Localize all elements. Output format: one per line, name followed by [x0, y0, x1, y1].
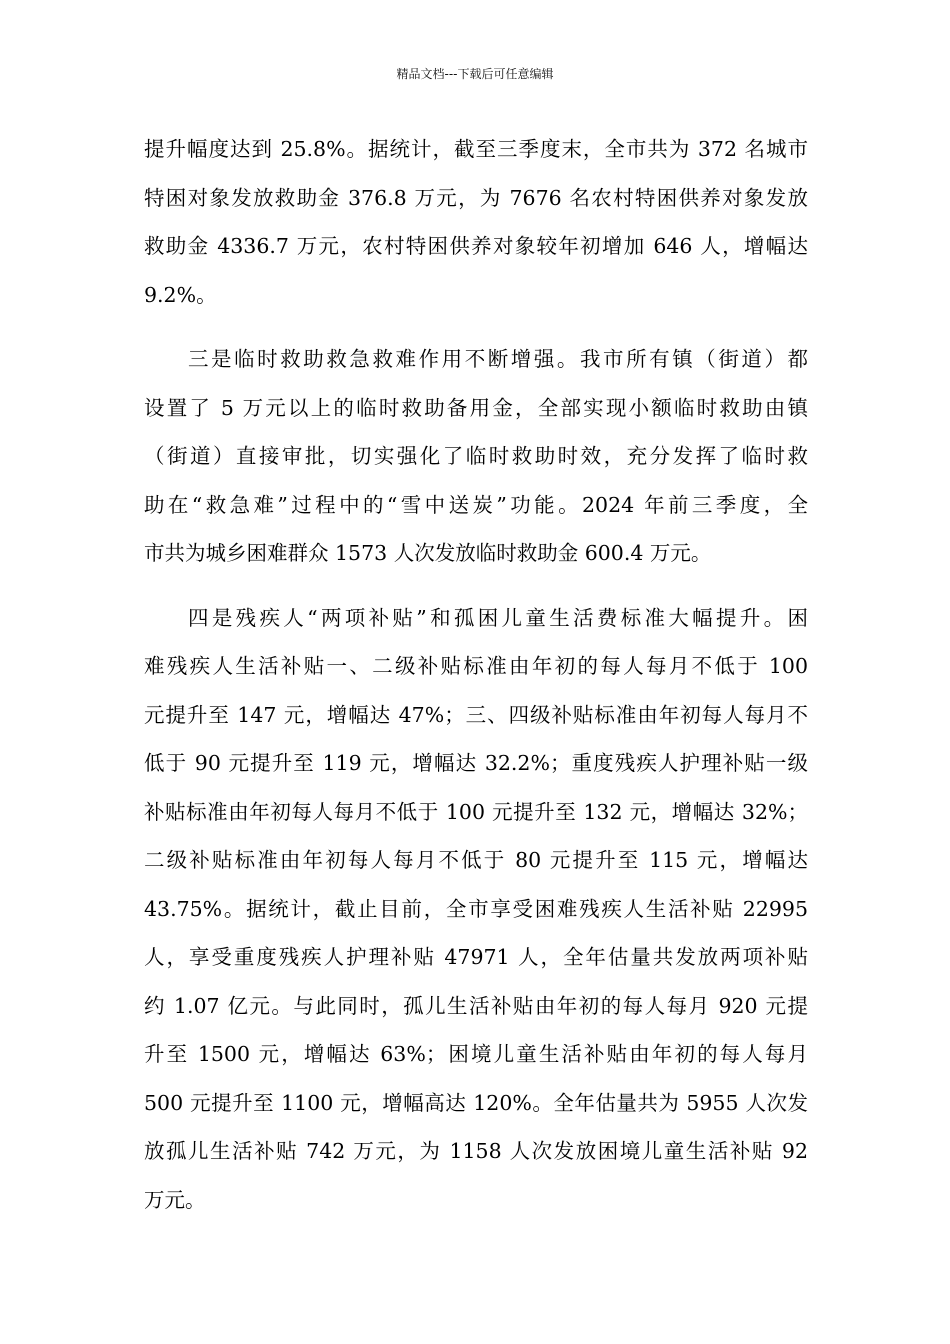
page-header: 精品文档---下载后可任意编辑: [396, 67, 554, 81]
text-line: 43.75%。据统计，截止目前，全市享受困难残疾人生活补贴 22995: [144, 896, 808, 921]
document-body: [144, 125, 808, 1224]
text-line: 救助金 4336.7 万元，农村特困供养对象较年初增加 646 人，增幅达: [144, 234, 808, 258]
text-line: 万元。: [144, 1187, 206, 1212]
text-line: 四是残疾人“两项补贴”和孤困儿童生活费标准大幅提升。困: [188, 605, 808, 630]
text-line: 人，享受重度残疾人护理补贴 47971 人，全年估量共发放两项补贴: [144, 945, 808, 969]
text-line: 设置了 5 万元以上的临时救助备用金，全部实现小额临时救助由镇: [144, 395, 808, 420]
text-line: 元提升至 147 元，增幅达 47%；三、四级补贴标准由年初每人每月不: [144, 702, 808, 727]
text-line: 放孤儿生活补贴 742 万元，为 1158 人次发放困境儿童生活补贴 92: [144, 1139, 808, 1163]
text-line: 二级补贴标准由年初每人每月不低于 80 元提升至 115 元，增幅达: [144, 848, 808, 872]
text-line: 市共为城乡困难群众 1573 人次发放临时救助金 600.4 万元。: [144, 541, 712, 565]
text-line: 助在“救急难”过程中的“雪中送炭”功能。2024 年前三季度，全: [144, 492, 808, 517]
paragraph: [144, 125, 808, 319]
text-line: 三是临时救助救急救难作用不断增强。我市所有镇（街道）都: [188, 347, 808, 371]
text-line: 9.2%。: [144, 282, 217, 307]
text-line: （街道）直接审批，切实强化了临时救助时效，充分发挥了临时救: [144, 444, 808, 468]
text-line: 升至 1500 元，增幅达 63%；困境儿童生活补贴由年初的每人每月: [144, 1042, 808, 1066]
text-line: 难残疾人生活补贴一、二级补贴标准由年初的每人每月不低于 100: [144, 654, 808, 678]
paragraph: [144, 594, 808, 1225]
text-line: 约 1.07 亿元。与此同时，孤儿生活补贴由年初的每人每月 920 元提: [144, 993, 808, 1018]
text-line: 特困对象发放救助金 376.8 万元，为 7676 名农村特困供养对象发放: [144, 185, 808, 210]
text-line: 提升幅度达到 25.8%。据统计，截至三季度末，全市共为 372 名城市: [144, 137, 808, 161]
paragraph: [144, 335, 808, 578]
text-line: 500 元提升至 1100 元，增幅高达 120%。全年估量共为 5955 人次发: [144, 1090, 808, 1115]
text-line: 补贴标准由年初每人每月不低于 100 元提升至 132 元，增幅达 32%；: [144, 799, 808, 824]
text-line: 低于 90 元提升至 119 元，增幅达 32.2%；重度残疾人护理补贴一级: [144, 751, 808, 775]
